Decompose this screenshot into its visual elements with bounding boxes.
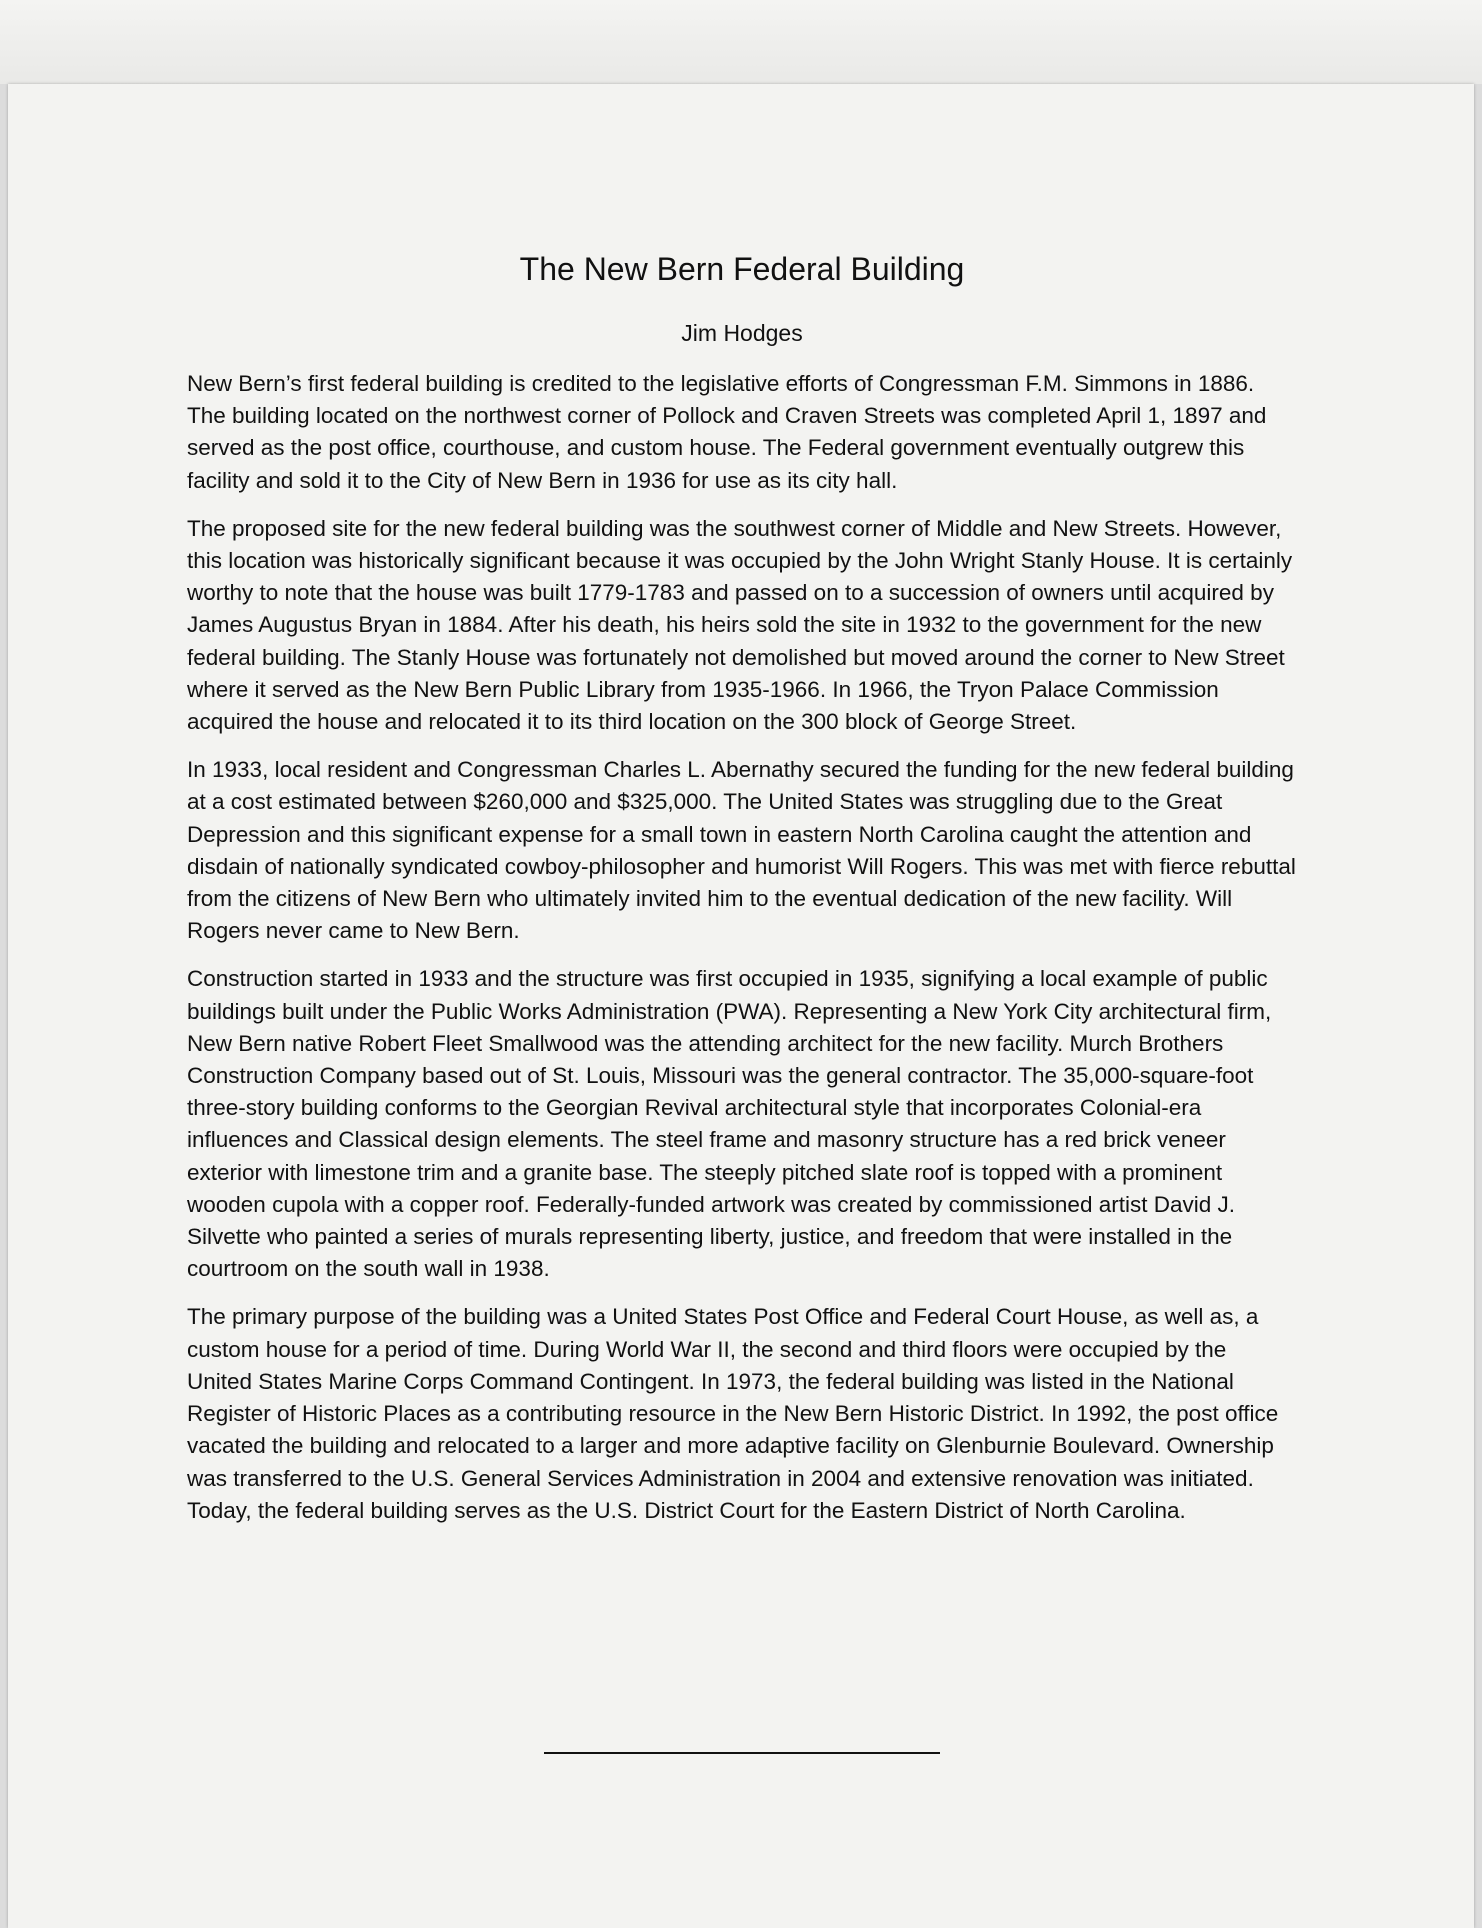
paragraph-4: Construction started in 1933 and the structure was first occupied in 1935, signifying a local example of public buildings built under the Public Works Administration (PWA). Representing a New York City architectural firm, New Bern native Robert Fleet Smallwood was the attending architect for the new facility. Murch Brothers Construction Company based out of St. Louis, Missouri was the general contractor. The 35,000-square-foot three-story building conforms to the Georgian Revival architectural style that incorporates Colonial-era influences and Classical design elements. The steel frame and masonry structure has a red brick veneer exterior with limestone trim and a granite base. The steeply pitched slate roof is topped with a prominent wooden cupola with a copper roof. Federally-funded artwork was created by commissioned artist David J. Silvette who painted a series of murals representing liberty, justice, and freedom that were installed in the courtroom on the south wall in 1938.	[187, 966, 1272, 1282]
scan-background	[0, 0, 1482, 84]
paragraph-1: New Bern’s first federal building is credited to the legislative efforts of Congressman F.M. Simmons in 1886. The building located on the northwest corner of Pollock and Craven Streets was completed April 1, 1897 and served as the post office, courthouse, and custom house. The Federal government eventually outgrew this facility and sold it to the City of New Bern in 1936 for use as its city hall.	[187, 371, 1267, 493]
paragraph-5: The primary purpose of the building was a United States Post Office and Federal Court House, as well as, a custom house for a period of time. During World War II, the second and third floors were occupied by the United States Marine Corps Command Contingent. In 1973, the federal building was listed in the National Register of Historic Places as a contributing resource in the New Bern Historic District. In 1992, the post office vacated the building and relocated to a larger and more adaptive facility on Glenburnie Boulevard. Ownership was transferred to the U.S. General Services Administration in 2004 and extensive renovation was initiated. Today, the federal building serves as the U.S. District Court for the Eastern District of North Carolina.	[187, 1304, 1279, 1523]
document-title: The New Bern Federal Building	[519, 251, 965, 287]
document-author: Jim Hodges	[681, 320, 803, 346]
paragraph-2: The proposed site for the new federal building was the southwest corner of Middle and New Streets. However, this location was historically significant because it was occupied by the John Wright Stanly House. It is certainly worthy to note that the house was built 1779-1783 and passed on to a succession of owners until acquired by James Augustus Bryan in 1884. After his death, his heirs sold the site in 1932 to the government for the new federal building. The Stanly House was fortunately not demolished but moved around the corner to New Street where it served as the New Bern Public Library from 1935-1966. In 1966, the Tryon Palace Commission acquired the house and relocated it to its third location on the 300 block of George Street.	[187, 515, 1293, 735]
end-divider-line	[544, 1752, 940, 1754]
paragraph-3: In 1933, local resident and Congressman Charles L. Abernathy secured the funding for the new federal building at a cost estimated between $260,000 and $325,000. The United States was struggling due to the Great Depression and this significant expense for a small town in eastern North Carolina caught the attention and disdain of nationally syndicated cowboy-philosopher and humorist Will Rogers. This was met with fierce rebuttal from the citizens of New Bern who ultimately invited him to the eventual dedication of the new facility. Will Rogers never came to New Bern.	[187, 757, 1296, 944]
document-body	[187, 250, 1297, 1543]
